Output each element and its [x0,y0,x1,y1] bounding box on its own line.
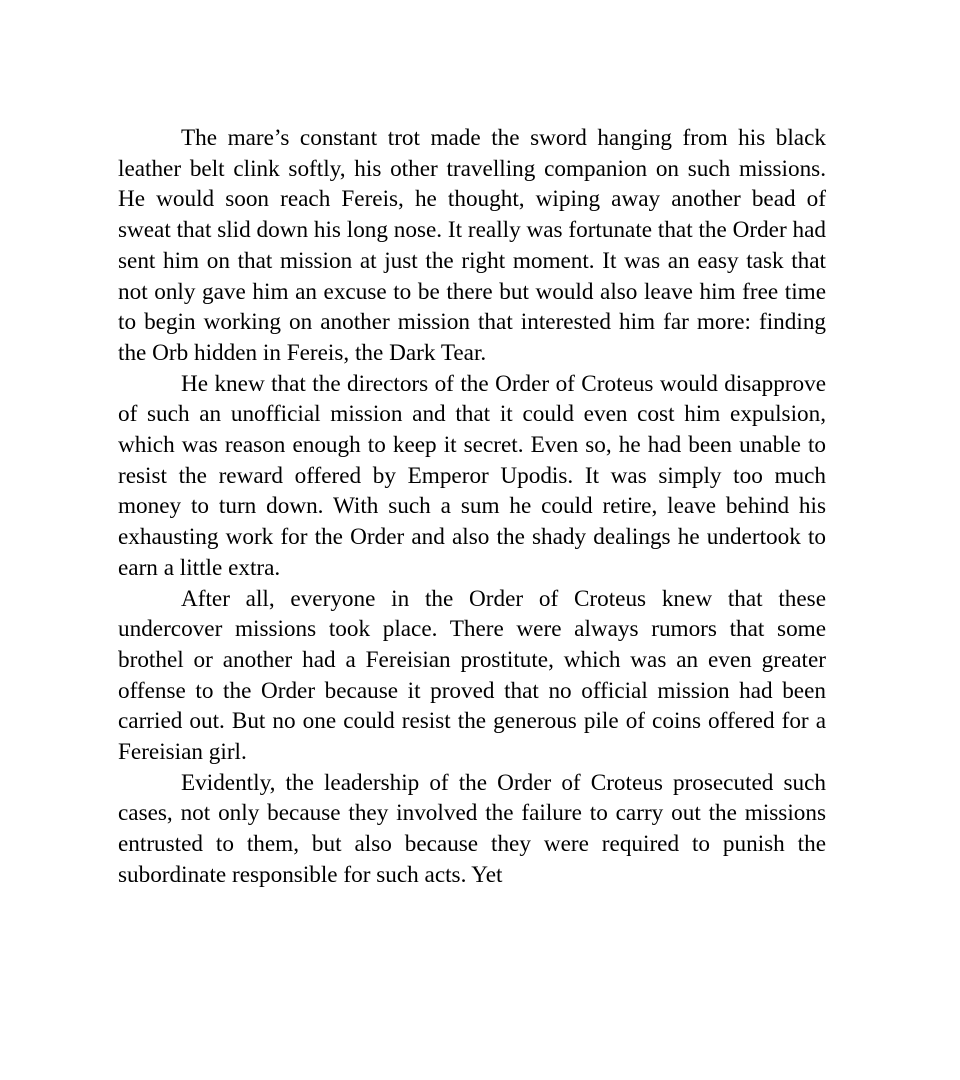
paragraph-2: He knew that the directors of the Order of Croteus would disapprove of such an unofficial mission and that it could even cost him expulsion, which was reason enough to keep it secret. Even so, he had been unable to resist the reward offered by Emperor Upodis. It was simply too much money to turn down. With such a sum he could retire, leave behind his exhausting work for the Order and also the shady dealings he undertook to earn a little extra. [118,370,826,581]
document-page [118,123,826,891]
paragraph-3: After all, everyone in the Order of Croteus knew that these undercover missions took place. There were always rumors that some brothel or another had a Fereisian prostitute, which was an even greater offense to the Order because it proved that no official mission had been carried out. But no one could resist the generous pile of coins offered for a Fereisian girl. [118,585,826,766]
paragraph-1: The mare’s constant trot made the sword hanging from his black leather belt clink softly, his other travelling companion on such missions. He would soon reach Fereis, he thought, wiping away another bead of sweat that slid down his long nose. It really was fortunate that the Order had sent him on that mission at just the right moment. It was an easy task that not only gave him an excuse to be there but would also leave him free time to begin working on another mission that interested him far more: finding the Orb hidden in Fereis, the Dark Tear. [118,125,826,366]
paragraph-4: Evidently, the leadership of the Order of Croteus prosecuted such cases, not only because they involved the failure to carry out the missions entrusted to them, but also because they were required to punish the subordinate responsible for such acts. Yet [118,769,826,888]
